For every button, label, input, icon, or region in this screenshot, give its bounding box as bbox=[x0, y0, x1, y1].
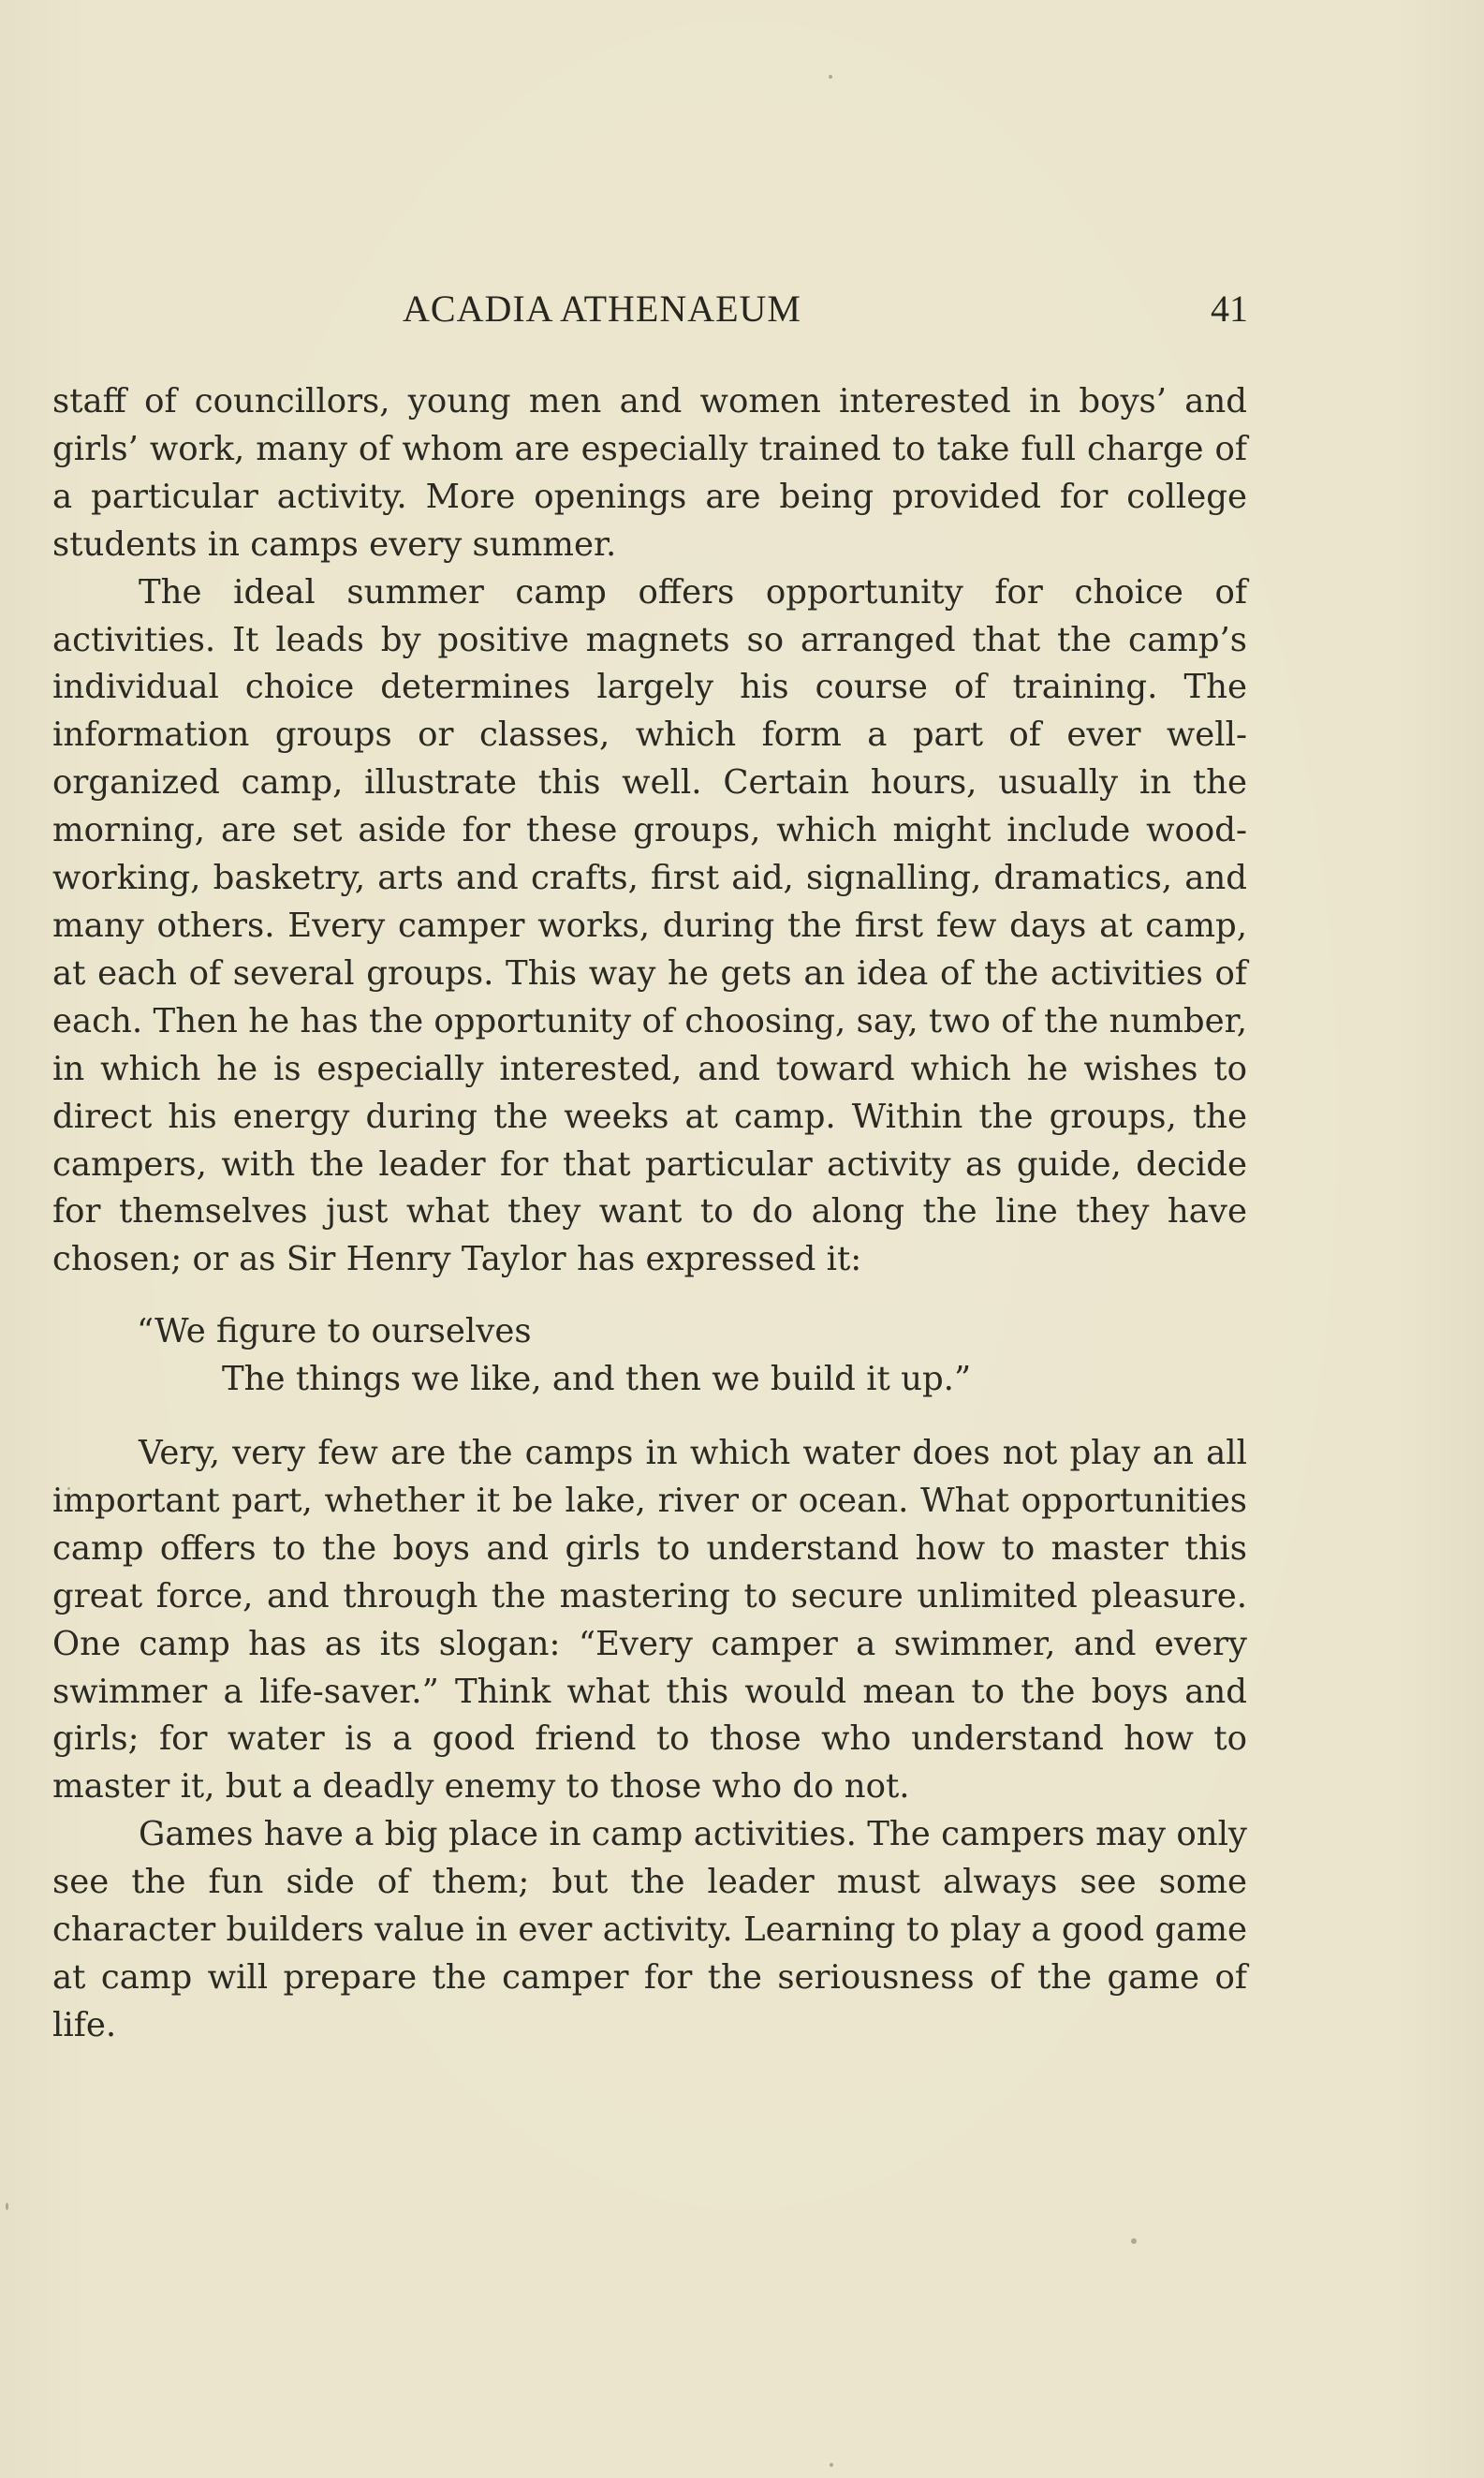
page-number: 41 bbox=[1211, 288, 1248, 330]
paragraph-staff-of-councillors: staff of councillors, young men and women interested in boys’ and girls’ work, many of whom are especially trained to take full charge of a particular activity. More openings are being provided for college students in camps every summer. bbox=[52, 382, 1247, 564]
paragraph-ideal-summer-camp: The ideal summer camp offers opportunity for choice of activities. It leads by positive magnets so arranged that the camp’s individual choice determines largely his course of training. The information groups or classes, which form a part of ever well-organized camp, illustrate this well. Certain hours, usually in the morning, are set aside for these groups, which might include wood-working, basketry, arts and crafts, first aid, signalling, dramatics, and many others. Every camper works, during the first few days at camp, at each of several groups. This way he gets an idea of the activities of each. Then he has the opportunity of choosing, say, two of the number, in which he is especially interested, and toward which he wishes to direct his energy during the weeks at camp. Within the groups, the campers, with the leader for that particular activity as guide, decide for themselves just what they want to do along the line they have chosen; or as Sir Henry Taylor has expressed it: bbox=[52, 572, 1247, 1279]
verse-line-1: “We figure to ourselves bbox=[137, 1312, 532, 1351]
verse-quotation bbox=[52, 1308, 1247, 1404]
running-head bbox=[403, 285, 1248, 333]
paragraph-water: Very, very few are the camps in which water does not play an all important part, whether it be lake, river or ocean. What opportunities camp offers to the boys and girls to understand how to master this great force, and through the mastering to secure unlimited pleasure. One camp has as its slogan: “Every camper a swimmer, and every swimmer a life-saver.” Think what this would mean to the boys and girls; for water is a good friend to those who understand how to master it, but a deadly enemy to those who do not. bbox=[52, 1434, 1247, 1807]
paper-speck bbox=[67, 1487, 70, 1490]
paper-speck bbox=[6, 2203, 8, 2210]
paragraph-games: Games have a big place in camp activities. The campers may only see the fun side of them; but the leader must always see some character builders value in ever activity. Learning to play a good game at camp will prepare the camper for the seriousness of the game of life. bbox=[52, 1815, 1247, 2044]
paper-speck bbox=[1131, 2238, 1137, 2244]
paper-speck bbox=[830, 2463, 833, 2467]
journal-title: ACADIA ATHENAEUM bbox=[403, 288, 801, 330]
verse-line-2: The things we like, and then we build it up.” bbox=[222, 1360, 972, 1399]
paper-speck bbox=[829, 75, 832, 79]
body-text bbox=[52, 378, 1247, 2050]
